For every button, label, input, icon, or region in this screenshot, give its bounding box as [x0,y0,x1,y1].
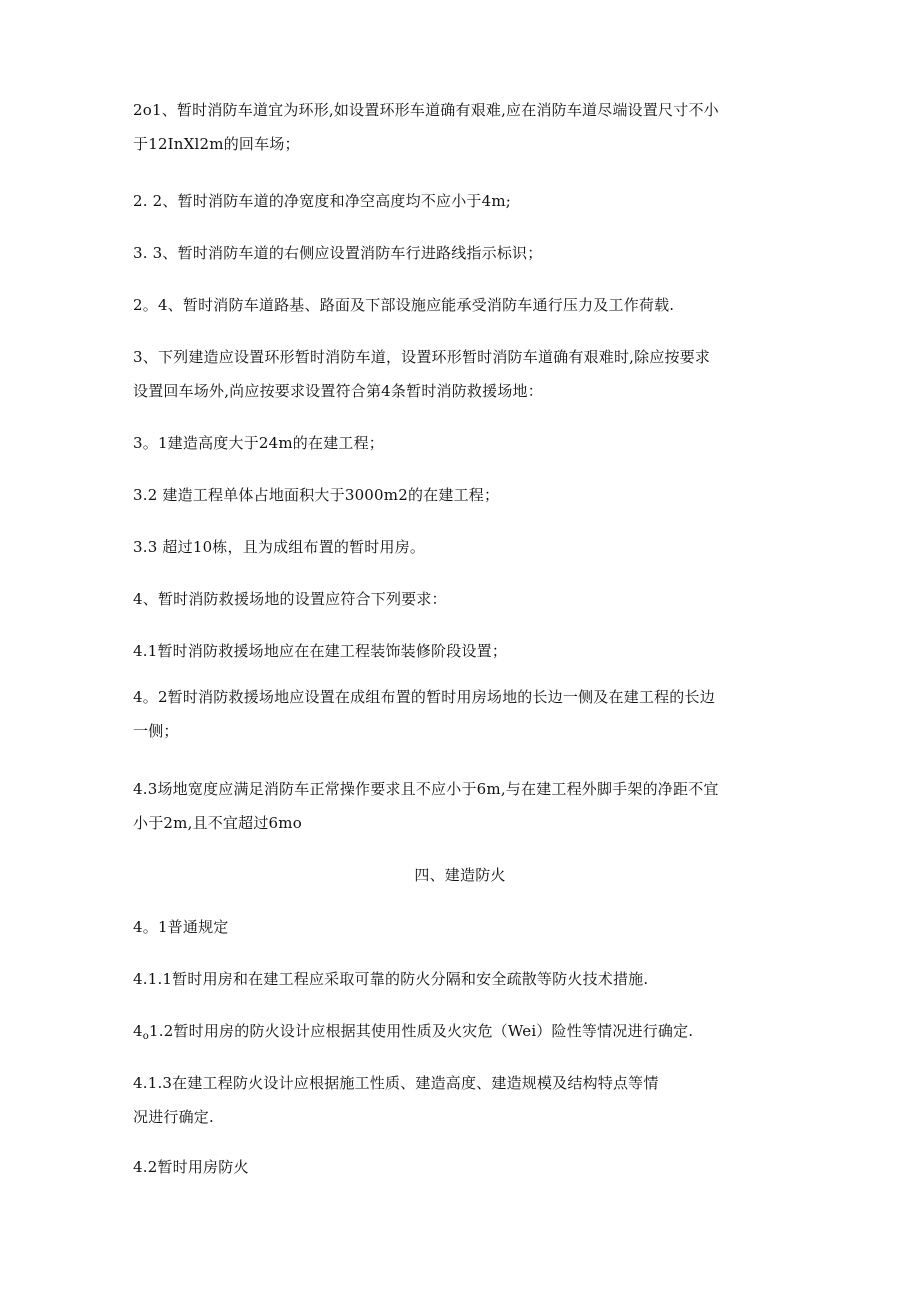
paragraph-4-1-general [133,910,793,944]
text-line: 4.1.3在建工程防火设计应根据施工性质、建造高度、建造规模及结构特点等情 [133,1074,659,1092]
text-line: 2. 2、暂时消防车道的净宽度和净空高度均不应小于4m; [133,192,512,210]
text-line: 况进行确定. [133,1108,214,1126]
section-heading: 四、建造防火 [414,866,506,884]
clause-subscript: o [142,1031,149,1042]
paragraph-4-1-1 [133,962,793,996]
paragraph-3 [133,340,793,408]
text-line: 4。1普通规定 [133,918,229,936]
paragraph-4 [133,582,793,616]
text-line: 4。2暂时消防救援场地应设置在成组布置的暂时用房场地的长边一侧及在建工程的长边 [133,688,715,706]
text-line: 4、暂时消防救援场地的设置应符合下列要求： [133,590,447,608]
paragraph-3-3 [133,530,793,564]
text-line: 3。1建造高度大于24m的在建工程； [133,434,384,452]
paragraph-4-3 [133,772,793,840]
paragraph-4-1 [133,634,793,668]
paragraph-4-1-2 [133,1014,793,1054]
text-line: 3、下列建造应设置环形暂时消防车道，设置环形暂时消防车道确有艰难时,除应按要求 [133,348,711,366]
clause-prefix: 4 [133,1022,143,1040]
paragraph-2-4 [133,288,793,322]
text-line: 于12InXl2m的回车场； [133,135,300,153]
text-line: 设置回车场外,尚应按要求设置符合第4条暂时消防救援场地： [133,382,543,400]
text-line: 3.2 建造工程单体占地面积大于3000m2的在建工程； [133,486,500,504]
clause-text: 1.2暂时用房的防火设计应根据其使用性质及火灾危（Wei）险性等情况进行确定. [148,1022,694,1040]
paragraph-4-2 [133,680,793,748]
text-line [133,1014,793,1054]
paragraph-3-2 [133,478,793,512]
paragraph-3-1 [133,426,793,460]
text-line: 4.1暂时消防救援场地应在在建工程装饰装修阶段设置； [133,642,508,660]
paragraph-2-1 [133,93,793,161]
text-line: 2。4、暂时消防车道路基、路面及下部设施应能承受消防车通行压力及工作荷载. [133,296,675,314]
paragraph-4-1-3 [133,1066,793,1134]
paragraph-2-3 [133,236,793,270]
text-line: 一侧； [133,722,179,740]
text-line: 2o1、暂时消防车道宜为环形,如设置环形车道确有艰难,应在消防车道尽端设置尺寸不小 [133,101,719,119]
text-line: 3. 3、暂时消防车道的右侧应设置消防车行进路线指示标识； [133,244,543,262]
text-line: 4.1.1暂时用房和在建工程应采取可靠的防火分隔和安全疏散等防火技术措施. [133,970,649,988]
text-line: 4.2暂时用房防火 [133,1158,249,1176]
text-line: 4.3场地宽度应满足消防车正常操作要求且不应小于6m,与在建工程外脚手架的净距不宜 [133,780,719,798]
text-line: 3.3 超过10栋，且为成组布置的暂时用房。 [133,538,426,556]
paragraph-4-2-temp-housing [133,1150,793,1184]
paragraph-2-2 [133,184,793,218]
text-line: 小于2m,且不宜超过6mo [133,814,302,832]
